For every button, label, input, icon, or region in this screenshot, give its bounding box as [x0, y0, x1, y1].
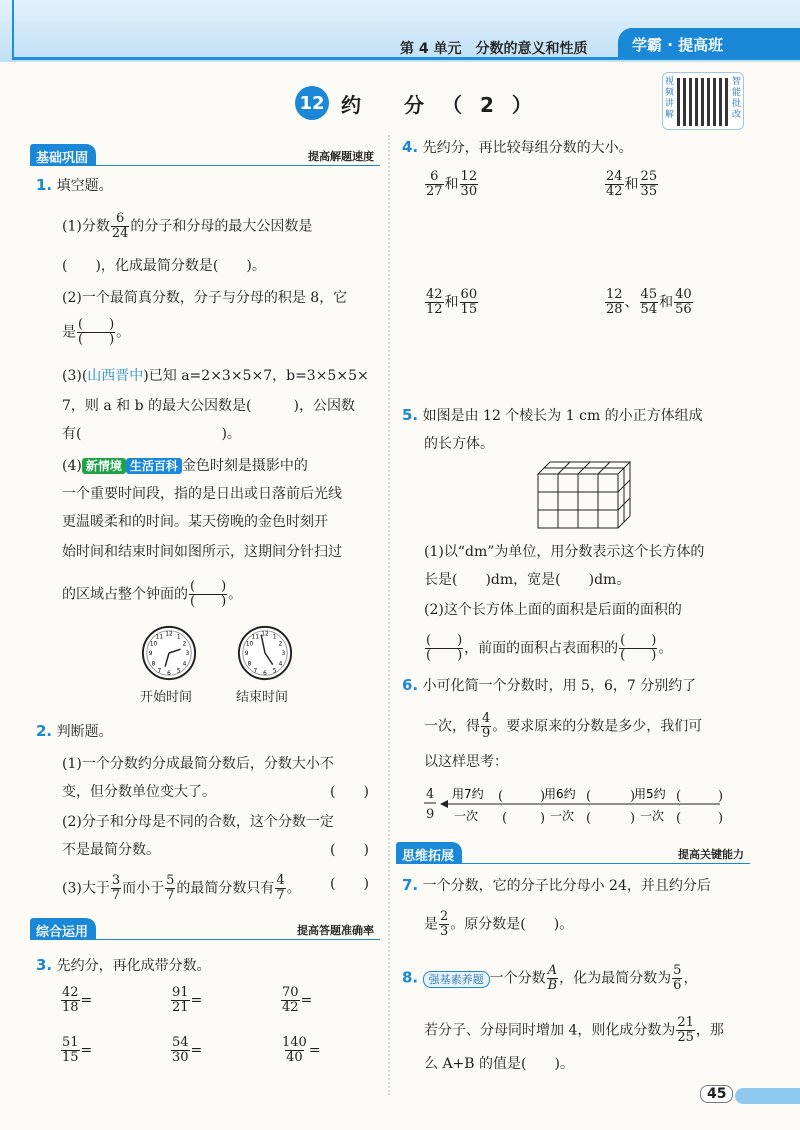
q1-part4-line5[interactable]: 的区域占整个钟面的 $\frac{( )}{( )}$ 。: [62, 579, 243, 609]
svg-text:): ): [718, 789, 724, 804]
q2-answer-2[interactable]: ( ): [330, 842, 369, 858]
svg-text:12: 12: [165, 631, 173, 638]
end-time-label: 结束时间: [236, 690, 289, 705]
q2-part2-cont: 不是最简分数。: [62, 842, 160, 858]
q3-item-3[interactable]: $\frac{70}{42}$ =: [282, 985, 313, 1015]
q5-part2: (2)这个长方体上面的面积是后面的面积的: [424, 602, 682, 618]
once-label-1: 一次: [454, 809, 479, 823]
svg-text:): ): [718, 811, 724, 826]
cuboid-diagram: [536, 460, 636, 530]
svg-text:): ): [540, 811, 546, 826]
q3-item-2[interactable]: $\frac{91}{21}$ =: [172, 985, 203, 1015]
svg-text:6: 6: [263, 671, 267, 678]
svg-text:9: 9: [426, 807, 435, 822]
svg-text:10: 10: [245, 641, 254, 648]
footer-bar: [735, 1088, 800, 1104]
svg-text:2: 2: [278, 641, 283, 648]
svg-text:4: 4: [278, 661, 283, 668]
q5-part1-cont[interactable]: 长是( )dm，宽是( )dm。: [424, 572, 631, 588]
svg-text:(: (: [586, 811, 592, 826]
strong-foundation-tag: 强基素养题: [423, 971, 490, 988]
q2-title: 2. 判断题。: [36, 722, 113, 740]
q7-line1: 7. 一个分数，它的分子比分母小 24，并且约分后: [402, 876, 711, 894]
q1-part4-line3: 更温暖柔和的时间。某天傍晚的金色时刻开: [62, 514, 328, 530]
q5-part1: (1)以“dm”为单位，用分数表示这个长方体的: [424, 544, 705, 560]
step-5-label: 用5约: [634, 787, 666, 801]
step-7-label: 用7约: [452, 787, 484, 801]
svg-text:(: (: [676, 811, 682, 826]
section-basic: [30, 144, 380, 166]
once-label-2: 一次: [550, 809, 575, 823]
qr-code-box[interactable]: [662, 72, 744, 130]
svg-text:11: 11: [155, 634, 164, 641]
q5-part2-cont[interactable]: $\frac{( )}{( )}$ ，前面的面积占表面积的 $\frac{( )}{( )}$ 。: [426, 633, 673, 663]
section-subtitle: 提高关键能力: [678, 848, 744, 861]
q8-line3[interactable]: 么 A+B 的值是( )。: [424, 1056, 574, 1072]
qr-left-text: 视频讲解: [665, 77, 675, 120]
q4-group-1[interactable]: $\frac{6}{27}$ 和 $\frac{12}{30}$: [426, 169, 478, 199]
q1-part3-cont[interactable]: 7，则 a 和 b 的最大公因数是( )，公因数: [62, 398, 355, 414]
svg-text:2: 2: [182, 641, 187, 648]
svg-text:6: 6: [167, 671, 171, 678]
svg-text:3: 3: [185, 650, 190, 657]
q2-part3: (3)大于 $\frac{3}{7}$ 而小于 $\frac{5}{7}$ 的最简分数只有 $\frac{4}{7}$ 。: [62, 873, 301, 903]
section-extend: [396, 842, 750, 864]
q1-title: 1. 填空题。: [36, 176, 113, 194]
svg-text:): ): [630, 811, 636, 826]
svg-text:8: 8: [247, 661, 252, 668]
step-6-label: 用6约: [544, 787, 576, 801]
svg-text:9: 9: [148, 650, 153, 657]
q4-title: 4. 先约分，再比较每组分数的大小。: [402, 138, 633, 156]
q6-line1: 6. 小可化简一个分数时，用 5，6，7 分别约了: [402, 676, 697, 694]
section-tag: 综合运用: [30, 918, 96, 940]
q1-part2: (2)一个最简真分数，分子与分母的积是 8，它: [62, 290, 348, 306]
qr-right-text: 智能批改: [732, 77, 742, 120]
q1-part2-cont[interactable]: 是 $\frac{( )}{( )}$ 。: [62, 317, 131, 347]
q4-group-3[interactable]: $\frac{42}{12}$ 和 $\frac{60}{15}$: [426, 287, 478, 317]
q7-line2[interactable]: 是 $\frac{2}{3}$ 。原分数是( )。: [424, 909, 574, 939]
end-clock-icon: [236, 624, 294, 682]
q6-reverse-diagram[interactable]: [420, 782, 740, 828]
brand-label: 学霸 · 提高班: [618, 28, 800, 58]
q1-part3-cont2[interactable]: 有( )。: [62, 426, 241, 442]
region-tag: 山西晋中: [87, 368, 144, 384]
q3-item-6[interactable]: $\frac{140}{40}$ =: [282, 1035, 321, 1065]
column-divider: [388, 135, 390, 1095]
svg-text:3: 3: [281, 650, 286, 657]
q1-part4-line4: 始时间和结束时间如图所示，这期间分针扫过: [62, 544, 342, 560]
svg-text:11: 11: [251, 634, 260, 641]
q2-part2: (2)分子和分母是不同的合数，这个分数一定: [62, 814, 334, 830]
q5-title: 5. 如图是由 12 个棱长为 1 cm 的小正方体组成: [402, 406, 703, 424]
q4-group-2[interactable]: $\frac{24}{42}$ 和 $\frac{25}{35}$: [606, 169, 658, 199]
svg-text:4: 4: [426, 787, 435, 802]
start-time-label: 开始时间: [140, 690, 193, 705]
q6-line3: 以这样思考：: [424, 754, 508, 770]
lesson-number-badge: 12: [295, 86, 329, 120]
svg-text:(: (: [502, 811, 508, 826]
q1-part1: (1)分数 $\frac{6}{24}$ 的分子和分母的最大公因数是: [62, 211, 313, 241]
section-subtitle: 提高答题准确率: [297, 924, 374, 937]
qr-code-icon: [677, 78, 729, 126]
svg-text:(: (: [676, 789, 682, 804]
svg-text:12: 12: [261, 631, 269, 638]
q4-group-4[interactable]: $\frac{12}{28}$ 、 $\frac{45}{54}$ 和 $\frac{40}{56}$: [606, 287, 692, 317]
q1-part4: (4) 新情境 生活百科 金色时刻是摄影中的: [62, 458, 308, 474]
lesson-heading: [295, 86, 550, 120]
page-number: 45: [700, 1085, 733, 1103]
svg-text:10: 10: [149, 641, 158, 648]
svg-text:): ): [540, 789, 546, 804]
svg-text:7: 7: [157, 668, 162, 675]
q3-item-4[interactable]: $\frac{51}{15}$ =: [62, 1035, 93, 1065]
svg-text:(: (: [586, 789, 592, 804]
q1-part4-line2: 一个重要时间段，指的是日出或日落前后光线: [62, 486, 342, 502]
section-subtitle: 提高解题速度: [308, 150, 374, 163]
new-context-tag: 新情境: [82, 458, 126, 474]
once-label-3: 一次: [640, 809, 665, 823]
unit-title: 第 4 单元 分数的意义和性质: [400, 41, 588, 57]
q2-part1: (1)一个分数约分成最简分数后，分数大小不: [62, 756, 334, 772]
q5-title-cont: 的长方体。: [424, 436, 494, 452]
q1-part3: (3)(山西晋中)已知 a=2×3×5×7，b=3×5×5×: [62, 368, 369, 384]
svg-text:4: 4: [182, 661, 187, 668]
q3-item-5[interactable]: $\frac{54}{30}$ =: [172, 1035, 203, 1065]
q2-answer-3[interactable]: ( ): [330, 876, 369, 892]
svg-text:): ): [630, 789, 636, 804]
svg-text:(: (: [498, 789, 504, 804]
section-tag: 基础巩固: [30, 144, 96, 166]
life-tag: 生活百科: [126, 458, 182, 474]
q8-line2: 若分子、分母同时增加 4，则化成分数为 $\frac{21}{25}$ ，那: [424, 1015, 724, 1045]
svg-text:7: 7: [253, 668, 258, 675]
q1-part1-cont[interactable]: ( )，化成最简分数是( )。: [62, 258, 266, 274]
section-applied: [30, 918, 380, 940]
q3-item-1[interactable]: $\frac{42}{18}$ =: [62, 985, 93, 1015]
svg-text:5: 5: [176, 668, 181, 675]
q6-line2: 一次，得 $\frac{4}{9}$ 。要求原来的分数是多少，我们可: [424, 711, 703, 741]
q2-answer-1[interactable]: ( ): [330, 784, 369, 800]
lesson-title: 约 分（2）: [341, 92, 550, 117]
svg-text:1: 1: [272, 634, 277, 641]
section-tag: 思维拓展: [396, 842, 462, 864]
svg-text:8: 8: [151, 661, 156, 668]
q2-part1-cont: 变，但分数单位变大了。: [62, 784, 216, 800]
svg-text:9: 9: [244, 650, 249, 657]
svg-text:1: 1: [176, 634, 181, 641]
q3-title: 3. 先约分，再化成带分数。: [36, 956, 211, 974]
q8-line1: 8. 强基素养题 一个分数 $\frac{A}{B}$ ，化为最简分数为 $\frac{5}{6}$ ，: [402, 963, 698, 993]
start-clock-icon: [140, 624, 198, 682]
svg-text:5: 5: [272, 668, 277, 675]
